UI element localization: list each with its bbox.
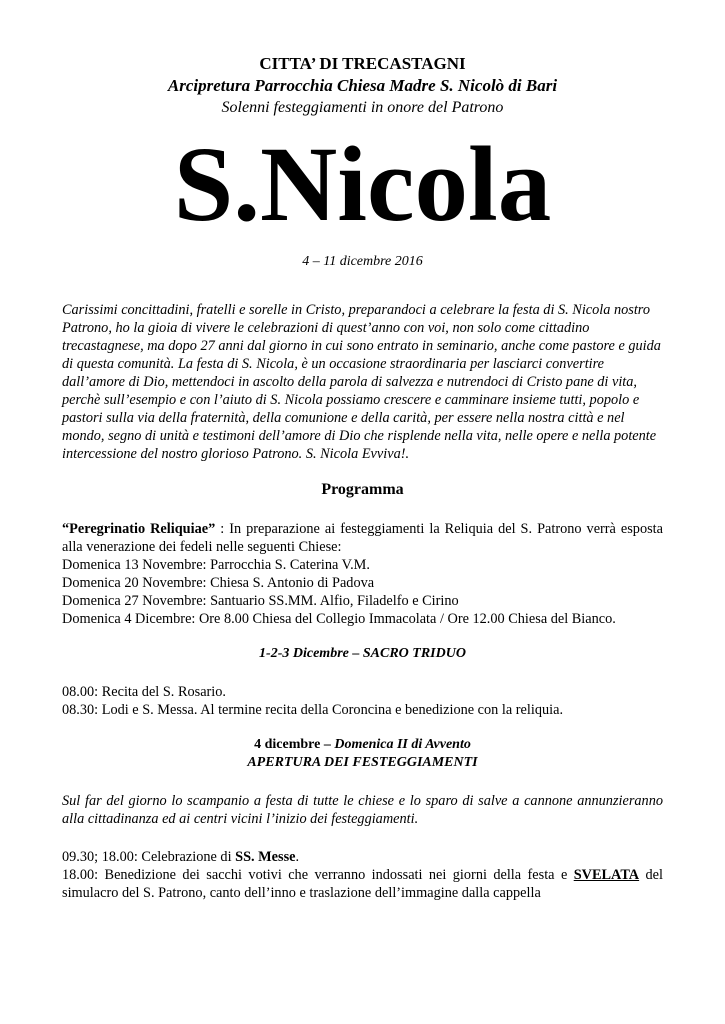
peregrinatio-section [62,520,663,628]
programma-heading: Programma [321,481,404,498]
triduo-line: 08.30: Lodi e S. Messa. Al termine recita della Coroncina e benedizione con la reliquia. [62,702,564,718]
messe-bold: SS. Messe [235,849,296,865]
day4-heading [62,736,663,754]
city-heading: CITTA’ DI TRECASTAGNI [259,54,466,73]
document-page [62,50,663,902]
peregrinatio-line: Domenica 20 Novembre: Chiesa S. Antonio di Padova [62,575,375,591]
peregrinatio-intro [62,520,663,556]
triduo-section [62,683,663,719]
day4-date: 4 dicembre [254,737,321,752]
page-title: S.Nicola [173,126,552,244]
parish-heading: Arcipretura Parrocchia Chiesa Madre S. Nicolò di Bari [167,76,558,95]
day4-name: Domenica II di Avvento [334,737,471,752]
peregrinatio-line: Domenica 4 Dicembre: Ore 8.00 Chiesa del Collegio Immacolata / Ore 12.00 Chiesa del Bianco. [62,611,616,627]
blessing-bold: SVELATA [573,867,640,883]
day4-italic-paragraph: Sul far del giorno lo scampanio a festa di tutte le chiese e lo sparo di salve a cannone annunzieranno alla cittadinanza ed ai centri vicini l’inizio dei festeggiamenti. [62,793,663,827]
triduo-heading: 1-2-3 Dicembre – SACRO TRIDUO [259,646,466,661]
peregrinatio-label: “Peregrinatio Reliquiae” [62,521,216,537]
peregrinatio-line: Domenica 27 Novembre: Santuario SS.MM. Alfio, Filadelfo e Cirino [62,593,459,609]
intro-paragraph: Carissimi concittadini, fratelli e sorelle in Cristo, preparandoci a celebrare la festa di S. Nicola nostro Patrono, ho la gioia di vivere le celebrazioni di quest’anno con voi, non solo come cittadino trecastagnese, ma dopo 27 anni dal giorno in cui sono entrato in seminario, anche come pastore e guida di questa comunità. La festa di S. Nicola, è un occasione straordinaria per lasciarci convertire dall’amore di Dio, mettendoci in ascolto della parola di salvezza e nutrendoci di Cristo pane di vita, perchè sull’esempio e con l’aiuto di S. Nicola possiamo crescere e camminare insieme tutti, popolo e pastori sulla via della fraternità, della comunione e della carità, per essere nella nostra città e nel mondo, segno di unità e testimoni dell’amore di Dio che risplende nella vita, nelle opere e nella potente intercessione del nostro glorioso Patrono. S. Nicola Evviva!. [62,302,661,462]
peregrinatio-text: : In preparazione ai festeggiamenti la Reliquia del S. Patrono verrà esposta alla venerazione dei fedeli nelle seguenti Chiese: [62,521,663,555]
day4-dash: – [320,737,335,752]
messe-suffix: . [295,849,300,865]
triduo-line: 08.00: Recita del S. Rosario. [62,684,226,700]
blessing-suffix: del simulacro del S. Patrono, canto dell’inno e traslazione dell’immagine dalla cappella [62,867,664,901]
blessing-line [62,866,663,902]
messe-line [62,848,663,866]
messe-prefix: 09.30; 18.00: Celebrazione di [62,849,236,865]
day4-subheading: APERTURA DEI FESTEGGIAMENTI [247,755,478,770]
event-dates: 4 – 11 dicembre 2016 [302,254,423,269]
blessing-prefix: 18.00: Benedizione dei sacchi votivi che verranno indossati nei giorni della festa e [62,867,574,883]
peregrinatio-line: Domenica 13 Novembre: Parrocchia S. Caterina V.M. [62,557,370,573]
day4-schedule [62,848,663,902]
subtitle: Solenni festeggiamenti in onore del Patrono [221,99,504,116]
